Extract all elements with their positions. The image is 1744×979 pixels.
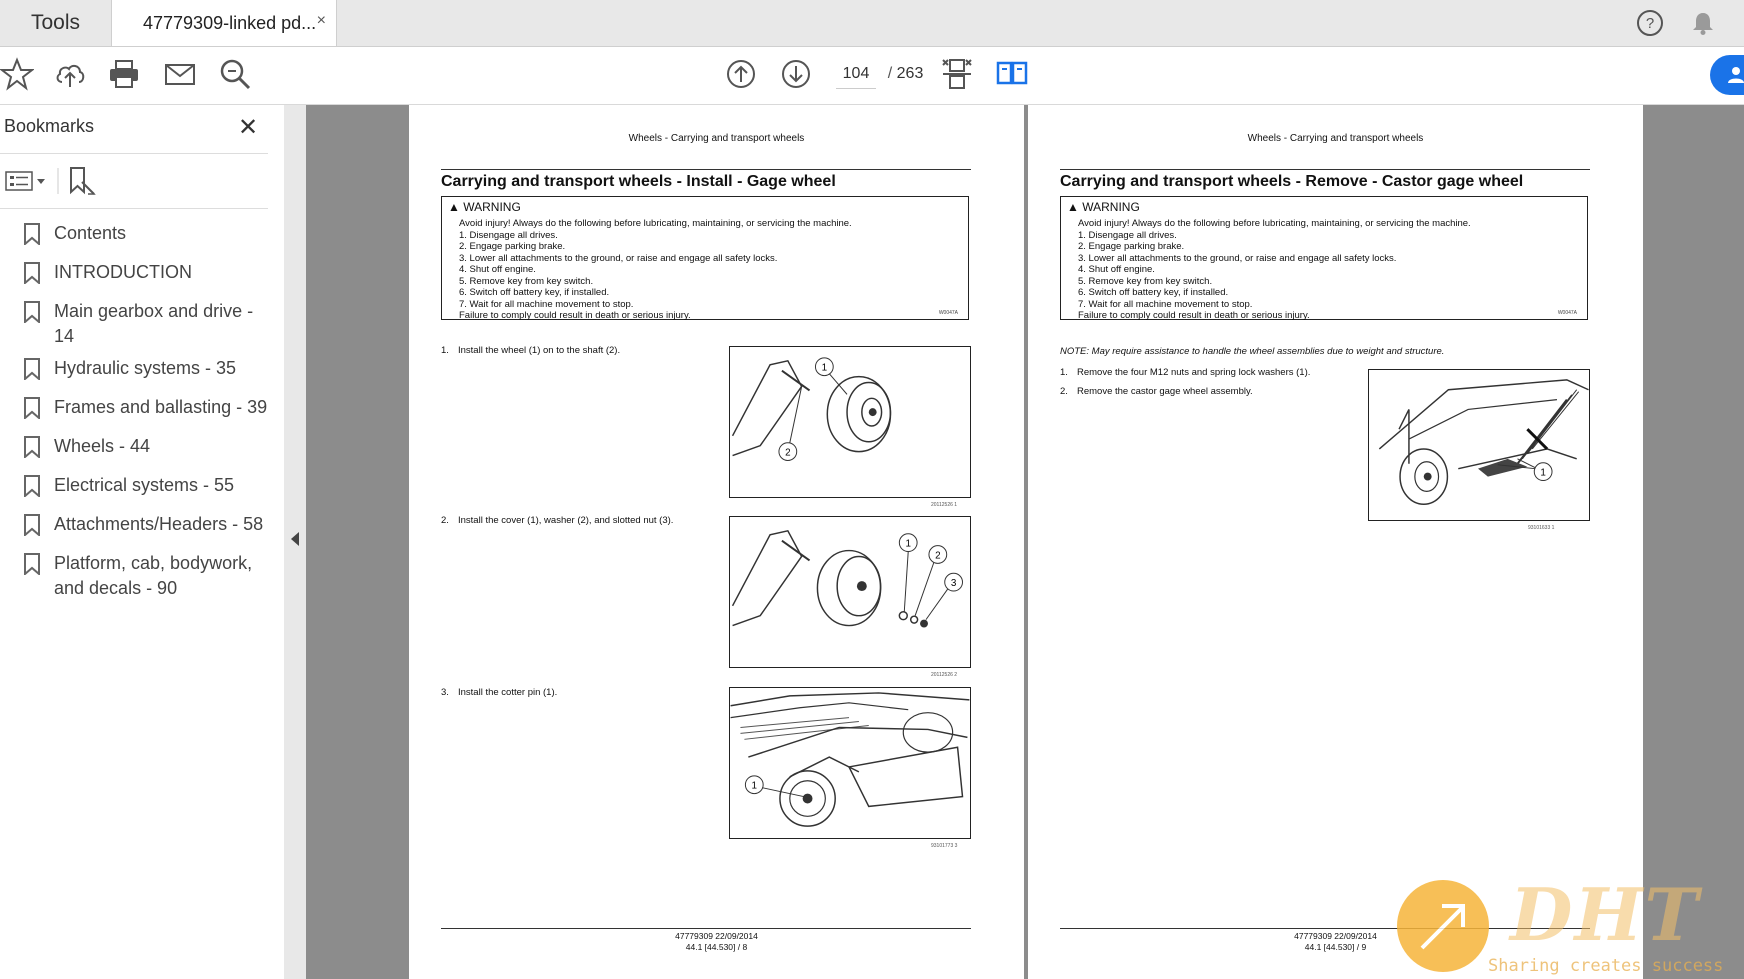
warning-code: W0047A — [1557, 310, 1577, 316]
warning-triangle-icon: ▲ — [448, 200, 460, 214]
bookmark-introduction[interactable]: INTRODUCTION — [24, 260, 274, 285]
bookmark-star-icon[interactable] — [0, 57, 34, 91]
watermark-logo-text: DHT — [1510, 872, 1701, 957]
close-icon[interactable]: ✕ — [238, 114, 259, 141]
warning-box — [441, 196, 969, 320]
bookmark-attachments-headers[interactable]: Attachments/Headers - 58 — [24, 512, 274, 537]
svg-text:1: 1 — [751, 780, 758, 792]
document-page-left — [409, 105, 1024, 979]
svg-text:?: ? — [1645, 15, 1655, 32]
tab-document[interactable] — [112, 0, 337, 46]
tab-tools[interactable]: Tools — [0, 0, 112, 46]
note-text: NOTE: May require assistance to handle the wheel assemblies due to weight and structure. — [1060, 346, 1445, 357]
section-title: Carrying and transport wheels - Install - Gage wheel — [441, 173, 836, 190]
bookmark-electrical-systems[interactable]: Electrical systems - 55 — [24, 473, 274, 498]
figure-cover-washer-nut — [729, 516, 971, 668]
rule — [441, 928, 971, 929]
fit-page-icon[interactable] — [940, 57, 974, 91]
divider — [0, 153, 268, 154]
print-icon[interactable] — [107, 57, 141, 91]
figure-castor-wheel — [1368, 369, 1590, 521]
bookmark-icon — [24, 358, 40, 380]
bookmark-wheels[interactable]: Wheels - 44 — [24, 434, 274, 459]
warning-text: Avoid injury! Always do the following before lubricating, maintaining, or servicing the machine. 1. Disengage all drives. 2. Engage parking brake. 3. Lower all attachments to the ground, or raise and engage all safety locks. 4. Shut off engine. 5. Remove key from key switch. 6. Switch off battery key, if installed. 7. Wait for all machine movement to stop. Failure to comply could result in death or serious injury. — [459, 218, 852, 321]
bookmark-contents[interactable]: Contents — [24, 221, 274, 246]
notification-bell-icon[interactable] — [1690, 10, 1716, 36]
figure-code: 93101773 3 — [931, 843, 958, 849]
two-page-view-icon[interactable] — [995, 57, 1029, 91]
warning-heading: ▲ WARNING — [448, 200, 521, 214]
figure-code: 20112526 1 — [931, 502, 958, 508]
page-footer: 47779309 22/09/2014 44.1 [44.530] / 8 — [675, 931, 758, 952]
svg-text:2: 2 — [785, 447, 791, 459]
list-options-icon[interactable] — [6, 172, 45, 190]
bookmark-icon — [24, 553, 40, 575]
bookmark-icon — [24, 475, 40, 497]
warning-triangle-icon: ▲ — [1067, 200, 1079, 214]
collapse-arrow-icon[interactable] — [291, 532, 299, 546]
page-separator: / — [887, 65, 893, 82]
help-icon[interactable] — [1636, 9, 1664, 37]
figure-wheel-shaft — [729, 346, 971, 498]
bookmark-icon — [24, 397, 40, 419]
watermark-tagline: Sharing creates success — [1488, 956, 1724, 976]
svg-text:1: 1 — [1540, 467, 1546, 479]
bookmarks-title: Bookmarks — [4, 116, 95, 136]
svg-text:1: 1 — [821, 362, 828, 374]
figure-code: 93101633 1 — [1528, 525, 1555, 531]
next-page-icon[interactable] — [779, 57, 813, 91]
section-title: Carrying and transport wheels - Remove - Castor gage wheel — [1060, 173, 1524, 190]
share-button[interactable] — [1710, 55, 1744, 95]
upload-cloud-icon[interactable] — [53, 57, 87, 91]
document-page-right — [1028, 105, 1643, 979]
warning-code: W0047A — [938, 310, 958, 316]
bookmark-icon — [24, 436, 40, 458]
warning-heading: ▲ WARNING — [1067, 200, 1140, 214]
step-2: 2. Install the cover (1), washer (2), and slotted nut (3). — [441, 515, 674, 526]
step-3: 3. Install the cotter pin (1). — [441, 687, 558, 698]
page-footer: 47779309 22/09/2014 44.1 [44.530] / 9 — [1294, 931, 1377, 952]
bookmark-frames-ballasting[interactable]: Frames and ballasting - 39 — [24, 395, 274, 420]
bookmark-icon — [24, 262, 40, 284]
figure-cotter-pin — [729, 687, 971, 839]
step-1: 1. Remove the four M12 nuts and spring lock washers (1). — [1060, 367, 1311, 378]
previous-page-icon[interactable] — [724, 57, 758, 91]
bookmark-icon — [24, 301, 40, 323]
step-1: 1. Install the wheel (1) on to the shaft (2). — [441, 345, 621, 356]
bookmark-platform-cab[interactable]: Platform, cab, bodywork, and decals - 90 — [24, 551, 274, 601]
email-icon[interactable] — [163, 57, 197, 91]
warning-text: Avoid injury! Always do the following before lubricating, maintaining, or servicing the machine. 1. Disengage all drives. 2. Engage parking brake. 3. Lower all attachments to the ground, or raise and engage all safety locks. 4. Shut off engine. 5. Remove key from key switch. 6. Switch off battery key, if installed. 7. Wait for all machine movement to stop. Failure to comply could result in death or serious injury. — [1078, 218, 1471, 321]
figure-code: 20112526 2 — [931, 672, 958, 678]
search-zoom-icon[interactable] — [218, 57, 252, 91]
svg-text:1: 1 — [905, 538, 911, 550]
bookmark-hydraulic-systems[interactable]: Hydraulic systems - 35 — [24, 356, 274, 381]
tab-close-icon[interactable]: × — [316, 12, 326, 29]
page-total: 263 — [896, 65, 924, 82]
bookmark-main-gearbox[interactable]: Main gearbox and drive - 14 — [24, 299, 274, 349]
bookmark-options — [4, 166, 114, 196]
divider — [0, 208, 268, 209]
bookmark-icon — [24, 223, 40, 245]
svg-text:3: 3 — [950, 578, 957, 590]
watermark-logo-icon — [1397, 880, 1489, 972]
warning-box — [1060, 196, 1588, 320]
rule — [1060, 169, 1590, 170]
tab-document-label: 47779309-linked pd... — [143, 12, 317, 33]
page-header: Wheels - Carrying and transport wheels — [628, 133, 805, 144]
bookmark-icon — [24, 514, 40, 536]
page-header: Wheels - Carrying and transport wheels — [1247, 133, 1424, 144]
svg-text:2: 2 — [935, 550, 941, 562]
step-2: 2. Remove the castor gage wheel assembly. — [1060, 386, 1253, 397]
add-bookmark-icon[interactable] — [71, 168, 94, 194]
rule — [441, 169, 971, 170]
page-number-input[interactable]: 104 — [836, 60, 876, 89]
